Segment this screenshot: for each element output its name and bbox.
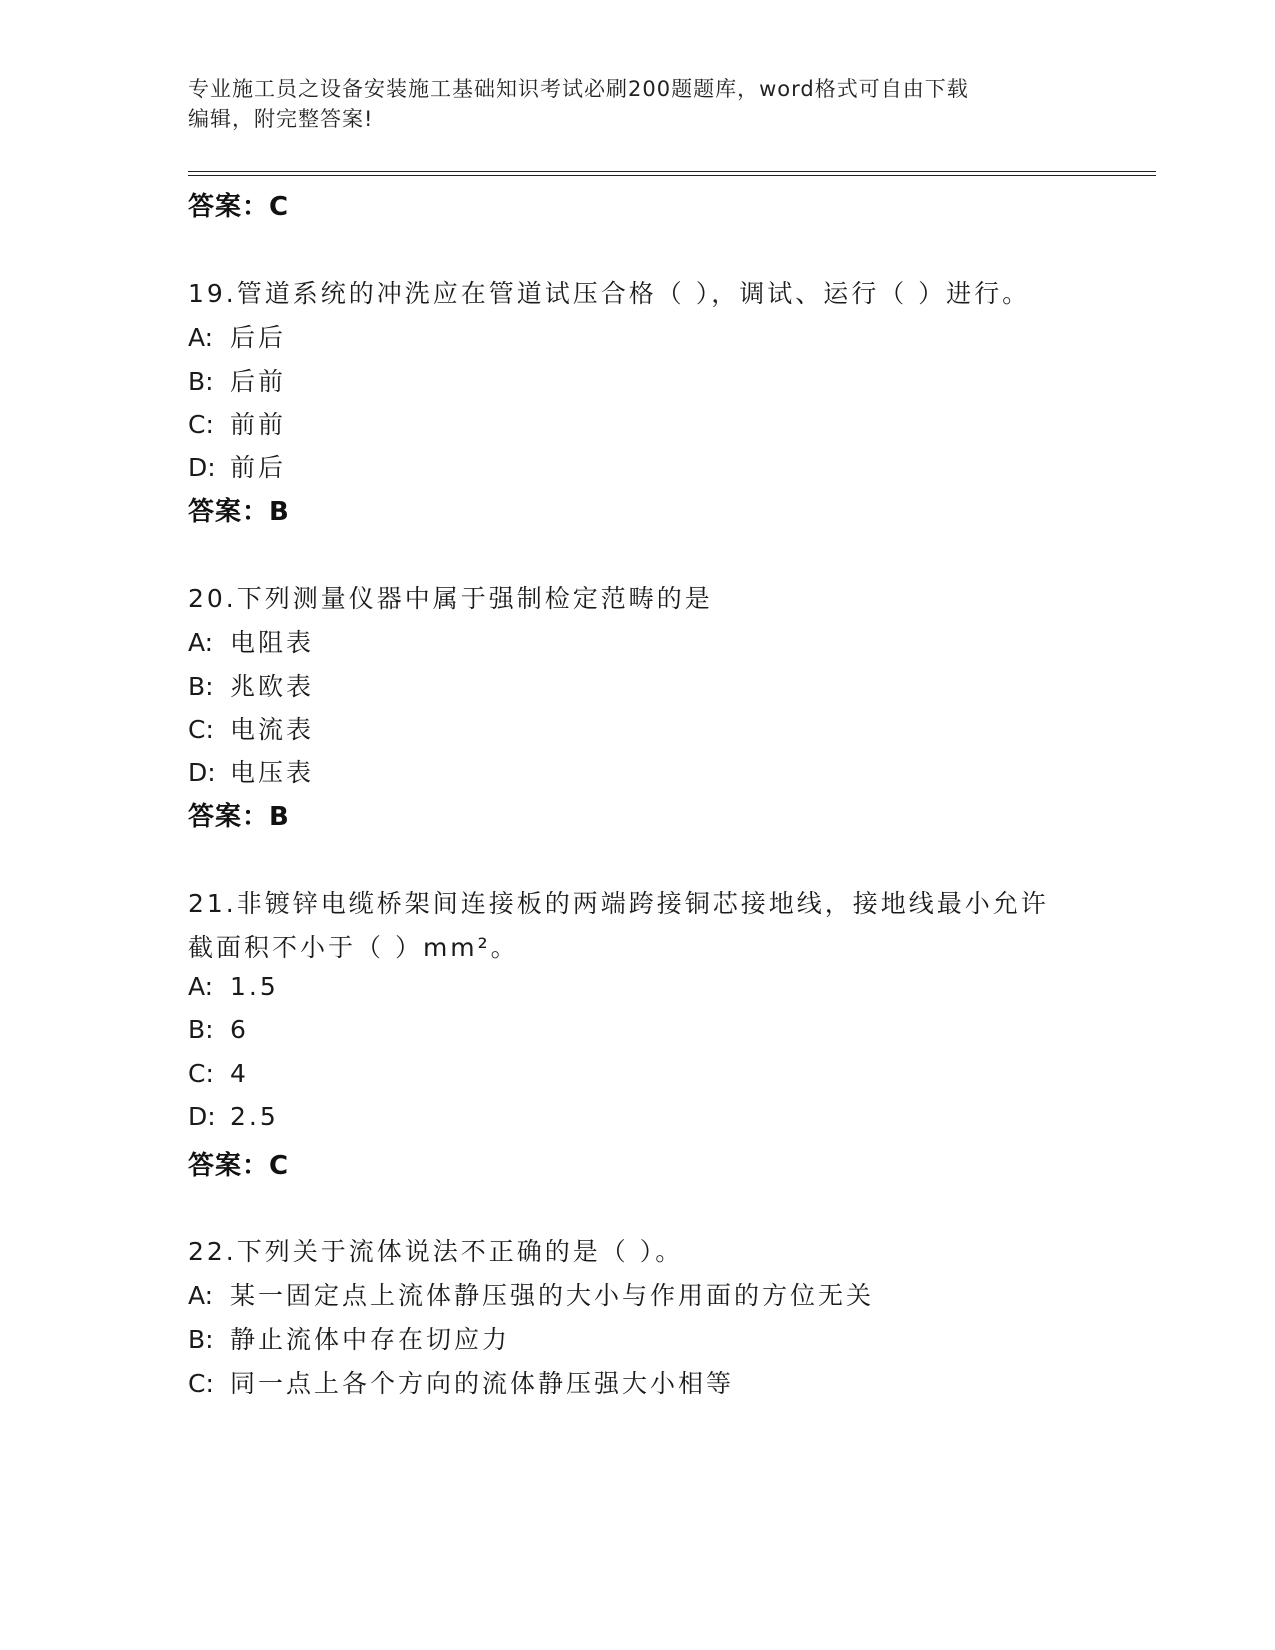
- question-text: 截面积不小于（ ）mm²。: [188, 933, 519, 962]
- header-title-line-1: 专业施工员之设备安装施工基础知识考试必刷200题题库，word格式可自由下载: [188, 77, 969, 101]
- option-d: [188, 753, 314, 789]
- answer-text: 答案：C: [188, 192, 290, 222]
- option-letter: C:: [188, 1369, 214, 1398]
- option-text: 前后: [230, 453, 287, 482]
- header-title-line-2: 编辑，附完整答案!: [188, 107, 374, 131]
- option-letter: B:: [188, 367, 214, 396]
- option-c: [188, 1059, 249, 1088]
- option-letter: C:: [188, 410, 214, 439]
- option-text: 2.5: [230, 1102, 279, 1131]
- question-text: 20.下列测量仪器中属于强制检定范畴的是: [188, 584, 713, 613]
- option-b: [188, 1015, 249, 1044]
- option-a: [188, 318, 286, 354]
- answer-line: [188, 186, 289, 223]
- option-text: 电阻表: [230, 628, 315, 657]
- question-21: [188, 884, 1049, 920]
- question-text: 22.下列关于流体说法不正确的是（ ）。: [188, 1237, 684, 1266]
- option-text: 1.5: [230, 972, 279, 1001]
- option-text: 后前: [230, 367, 287, 396]
- option-text: 后后: [230, 323, 287, 352]
- option-b: [188, 362, 286, 398]
- option-a: [188, 972, 279, 1001]
- option-a: [188, 1276, 874, 1312]
- option-letter: B:: [188, 1015, 214, 1044]
- option-letter: A:: [188, 323, 214, 352]
- option-text: 4: [230, 1059, 249, 1088]
- option-b: [188, 667, 314, 703]
- option-text: 6: [230, 1015, 249, 1044]
- document-header: [188, 74, 1068, 134]
- option-d: [188, 448, 286, 484]
- question-21-continuation: [188, 928, 519, 964]
- header-divider-top: [188, 171, 1156, 172]
- answer-text: 答案：B: [188, 802, 290, 832]
- option-letter: C:: [188, 1059, 214, 1088]
- question-text: 19.管道系统的冲洗应在管道试压合格（ ），调试、运行（ ）进行。: [188, 279, 1031, 308]
- option-letter: C:: [188, 715, 214, 744]
- option-c: [188, 710, 314, 746]
- option-a: [188, 623, 314, 659]
- question-text: 21.非镀锌电缆桥架间连接板的两端跨接铜芯接地线，接地线最小允许: [188, 889, 1049, 918]
- option-text: 某一固定点上流体静压强的大小与作用面的方位无关: [230, 1281, 875, 1310]
- option-d: [188, 1102, 279, 1131]
- answer-line: [188, 1145, 289, 1182]
- option-letter: B:: [188, 1325, 214, 1354]
- option-letter: A:: [188, 972, 214, 1001]
- option-letter: D:: [188, 453, 216, 482]
- question-19: [188, 274, 1030, 310]
- option-letter: D:: [188, 758, 216, 787]
- option-text: 电压表: [230, 758, 315, 787]
- option-letter: A:: [188, 628, 214, 657]
- header-divider-bottom: [188, 175, 1156, 176]
- answer-text: 答案：C: [188, 1151, 290, 1181]
- option-text: 电流表: [230, 715, 315, 744]
- answer-line: [188, 796, 290, 833]
- option-letter: A:: [188, 1281, 214, 1310]
- answer-text: 答案：B: [188, 497, 290, 527]
- option-letter: B:: [188, 672, 214, 701]
- option-b: [188, 1320, 510, 1356]
- option-c: [188, 405, 286, 441]
- option-text: 兆欧表: [230, 672, 315, 701]
- option-text: 静止流体中存在切应力: [230, 1325, 511, 1354]
- option-letter: D:: [188, 1102, 216, 1131]
- question-22: [188, 1232, 683, 1268]
- option-c: [188, 1364, 734, 1400]
- option-text: 同一点上各个方向的流体静压强大小相等: [230, 1369, 735, 1398]
- question-20: [188, 579, 713, 615]
- option-text: 前前: [230, 410, 287, 439]
- answer-line: [188, 491, 290, 528]
